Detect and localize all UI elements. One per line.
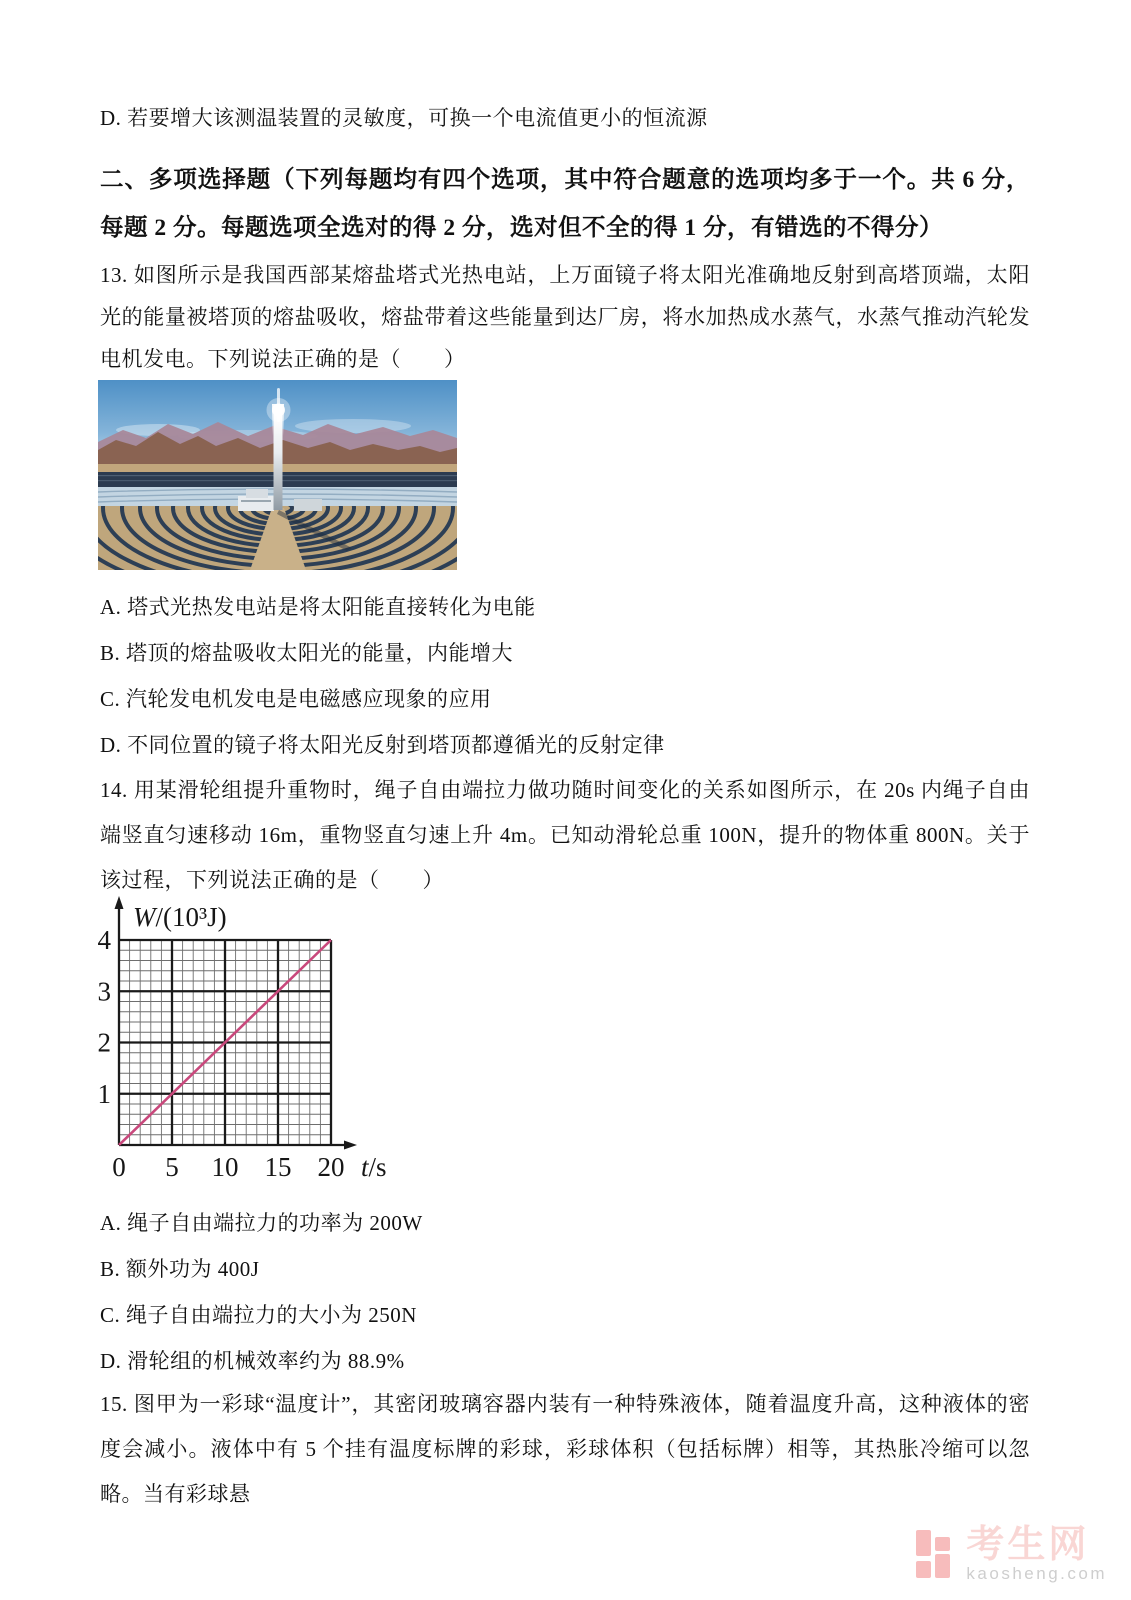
q14-option-a: A. 绳子自由端拉力的功率为 200W bbox=[100, 1211, 423, 1235]
watermark-site-name: 考生网 bbox=[966, 1524, 1090, 1566]
page-content bbox=[97, 0, 1030, 1517]
q14-text: 14. 用某滑轮组提升重物时，绳子自由端拉力做功随时间变化的关系如图所示，在 20s 内绳子自由端竖直匀速移动 16m，重物竖直匀速上升 4m。已知动滑轮总重 100N，提升的物体重 800N。关于该过程，下列说法正确的是（ ） bbox=[100, 778, 1030, 892]
x-tick-label: 10 bbox=[211, 1152, 239, 1182]
solar-plant-image bbox=[98, 380, 457, 570]
q14-options bbox=[100, 1200, 1030, 1384]
section-title: 二、多项选择题（下列每题均有四个选项，其中符合题意的选项均多于一个。共 6 分，每题 2 分。每题选项全选对的得 2 分，选对但不全的得 1 分，有错选的不得分） bbox=[100, 167, 1030, 241]
kaosheng-watermark bbox=[916, 1526, 1107, 1584]
y-tick-label: 2 bbox=[97, 1027, 111, 1058]
work-time-chart bbox=[95, 890, 1030, 1186]
q13-text: 13. 如图所示是我国西部某熔盐塔式光热电站，上万面镜子将太阳光准确地反射到高塔顶端，太阳光的能量被塔顶的熔盐吸收，熔盐带着这些能量到达厂房，将水加热成水蒸气，水蒸气推动汽轮发电机发电。下列说法正确的是（ ） bbox=[100, 263, 1030, 371]
q13-option-b: B. 塔顶的熔盐吸收太阳光的能量，内能增大 bbox=[100, 641, 514, 665]
y-axis-arrow bbox=[115, 896, 124, 909]
x-tick-label: 0 bbox=[112, 1152, 126, 1182]
y-tick-label: 1 bbox=[97, 1078, 111, 1109]
y-tick-label: 3 bbox=[97, 976, 111, 1007]
x-axis-label: t/s bbox=[361, 1152, 387, 1182]
q15-text: 15. 图甲为一彩球“温度计”，其密闭玻璃容器内装有一种特殊液体，随着温度升高，这种液体的密度会减小。液体中有 5 个挂有温度标牌的彩球，彩球体积（包括标牌）相等，其热胀冷缩可以忽略。当有彩球悬 bbox=[100, 1392, 1030, 1506]
x-tick-label: 5 bbox=[165, 1152, 179, 1182]
q14-option-b: B. 额外功为 400J bbox=[100, 1257, 260, 1281]
q13-options bbox=[100, 584, 1030, 768]
x-axis-arrow bbox=[344, 1141, 357, 1150]
work-time-chart-svg bbox=[95, 890, 445, 1186]
q14-option-c: C. 绳子自由端拉力的大小为 250N bbox=[100, 1303, 417, 1327]
q13-option-d: D. 不同位置的镜子将太阳光反射到塔顶都遵循光的反射定律 bbox=[100, 733, 665, 757]
x-tick-label: 15 bbox=[264, 1152, 292, 1182]
y-axis-label: W/(10³J) bbox=[133, 902, 227, 932]
watermark-site-domain: kaosheng.com bbox=[966, 1564, 1107, 1583]
kaosheng-logo-icon bbox=[916, 1528, 952, 1580]
q14-option-d: D. 滑轮组的机械效率约为 88.9% bbox=[100, 1349, 405, 1373]
q12-option-d: D. 若要增大该测温装置的灵敏度，可换一个电流值更小的恒流源 bbox=[100, 106, 708, 130]
q13-option-c: C. 汽轮发电机发电是电磁感应现象的应用 bbox=[100, 687, 492, 711]
solar-plant-photo bbox=[98, 380, 457, 570]
q13-option-a: A. 塔式光热发电站是将太阳能直接转化为电能 bbox=[100, 595, 536, 619]
y-tick-label: 4 bbox=[97, 925, 111, 955]
x-tick-label: 20 bbox=[317, 1152, 345, 1182]
